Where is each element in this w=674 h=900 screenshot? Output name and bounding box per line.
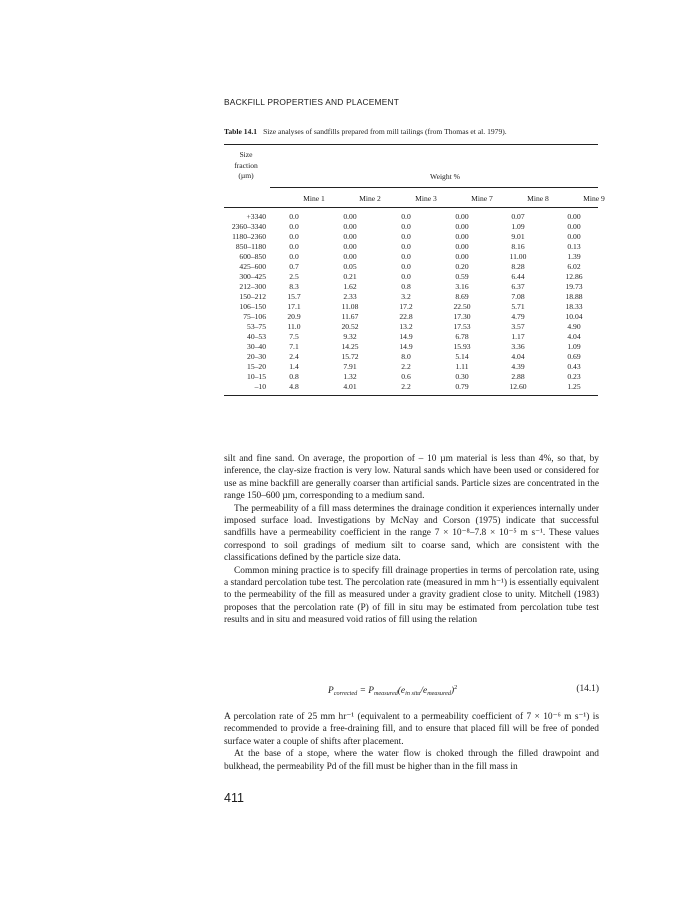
weight-cell: 0.0 (401, 252, 411, 261)
table-top-rule (224, 144, 598, 145)
weight-cell: 0.00 (455, 252, 469, 261)
weight-cell: 4.04 (511, 352, 525, 361)
weight-cell: 13.2 (399, 322, 413, 331)
table-row (224, 272, 602, 282)
weight-cell: 0.00 (567, 232, 581, 241)
paragraph: silt and fine sand. On average, the proportion of – 10 µm material is less than 4%, so that, by inference, the clay-size fraction is very low. Natural sands which have been used or considered for use as mine backfill are generally coarser than artificial sands. Particle sizes are concentrated in the range 150–600 µm, corresponding to a medium sand. (224, 454, 599, 502)
mine-header: Mine 7 (471, 194, 493, 203)
weight-cell: 0.30 (455, 372, 469, 381)
size-analysis-table (224, 212, 602, 392)
weight-cell: 0.8 (289, 372, 299, 381)
size-fraction-cell: +3340 (246, 212, 266, 221)
weight-cell: 12.60 (509, 382, 527, 391)
weight-cell: 0.69 (567, 352, 581, 361)
table-caption-text: Size analyses of sandfills prepared from mill tailings (from Thomas et al. 1979). (263, 127, 507, 136)
weight-cell: 7.1 (289, 342, 299, 351)
weight-cell: 0.07 (511, 212, 525, 221)
weight-cell: 0.0 (289, 232, 299, 241)
weight-cell: 4.90 (567, 322, 581, 331)
weight-cell: 0.43 (567, 362, 581, 371)
table-header-rule (224, 207, 598, 208)
paragraph: Common mining practice is to specify fill drainage properties in terms of percolation rate, using a standard percolation tube test. The percolation rate (measured in mm h⁻¹) is essentially equivalent to the permeability of the fill as measured under a gravity gradient close to unity. Mitchell (1983) proposes that the percolation rate (P) of fill in situ may be estimated from percolation tube test results and in situ and measured void ratios of fill using the relation (224, 565, 599, 626)
size-fraction-cell: 10–15 (247, 372, 266, 381)
weight-cell: 7.08 (511, 292, 525, 301)
weight-cell: 8.16 (511, 242, 525, 251)
weight-cell: 9.01 (511, 232, 525, 241)
weight-cell: 0.0 (289, 252, 299, 261)
weight-cell: 15.93 (453, 342, 471, 351)
weight-cell: 20.9 (287, 312, 301, 321)
weight-cell: 12.86 (565, 272, 583, 281)
weight-cell: 1.62 (343, 282, 357, 291)
weight-cell: 2.2 (401, 382, 411, 391)
weight-cell: 0.00 (343, 232, 357, 241)
weight-cell: 0.8 (401, 282, 411, 291)
weight-cell: 3.36 (511, 342, 525, 351)
weight-cell: 4.8 (289, 382, 299, 391)
table-row (224, 262, 602, 272)
weight-cell: 18.33 (565, 302, 583, 311)
table-row (224, 212, 602, 222)
size-fraction-cell: 150–212 (239, 292, 266, 301)
size-fraction-cell: 425–600 (239, 262, 266, 271)
weight-cell: 1.32 (343, 372, 357, 381)
table-row (224, 312, 602, 322)
weight-percent-header: Weight % (430, 172, 460, 181)
weight-cell: 0.05 (343, 262, 357, 271)
table-row (224, 232, 602, 242)
weight-cell: 9.32 (343, 332, 357, 341)
weight-cell: 0.0 (289, 242, 299, 251)
table-row (224, 352, 602, 362)
weight-cell: 7.91 (343, 362, 357, 371)
weight-cell: 0.23 (567, 372, 581, 381)
weight-cell: 14.9 (399, 332, 413, 341)
weight-cell: 0.00 (567, 212, 581, 221)
weight-cell: 2.4 (289, 352, 299, 361)
weight-cell: 4.04 (567, 332, 581, 341)
table-row (224, 302, 602, 312)
weight-cell: 14.9 (399, 342, 413, 351)
weight-cell: 1.4 (289, 362, 299, 371)
weight-cell: 6.37 (511, 282, 525, 291)
mine-header: Mine 1 (303, 194, 325, 203)
size-header-line: (µm) (238, 171, 254, 180)
weight-cell: 17.1 (287, 302, 301, 311)
weight-cell: 4.79 (511, 312, 525, 321)
size-fraction-cell: 600–850 (239, 252, 266, 261)
running-head: BACKFILL PROPERTIES AND PLACEMENT (224, 97, 400, 107)
weight-cell: 11.67 (341, 312, 359, 321)
weight-cell: 11.08 (341, 302, 359, 311)
weight-cell: 17.53 (453, 322, 471, 331)
mine-header: Mine 9 (583, 194, 605, 203)
table-row (224, 342, 602, 352)
table-row (224, 242, 602, 252)
weight-cell: 0.00 (455, 232, 469, 241)
size-fraction-cell: 212–300 (239, 282, 266, 291)
size-fraction-cell: 53–75 (247, 322, 266, 331)
weight-cell: 0.0 (401, 262, 411, 271)
weight-cell: 0.00 (343, 252, 357, 261)
table-row (224, 252, 602, 262)
table-row (224, 362, 602, 372)
weight-cell: 20.52 (341, 322, 359, 331)
size-fraction-cell: 20–30 (247, 352, 266, 361)
weight-cell: 1.09 (567, 342, 581, 351)
weight-cell: 11.00 (509, 252, 527, 261)
weight-cell: 0.0 (401, 212, 411, 221)
weight-cell: 17.30 (453, 312, 471, 321)
size-fraction-cell: 15–20 (247, 362, 266, 371)
weight-cell: 0.00 (455, 212, 469, 221)
equation-14-1 (224, 684, 599, 698)
equation-expression: $P_{corrected} = P_{measured}(e_{in situ}/e_{measured})^2$ (328, 684, 458, 697)
mine-header: Mine 8 (527, 194, 549, 203)
table-label: Table 14.1 (224, 127, 258, 136)
equation-number: (14.1) (576, 684, 599, 694)
weight-cell: 2.33 (343, 292, 357, 301)
weight-cell: 22.8 (399, 312, 413, 321)
weight-cell: 15.72 (341, 352, 359, 361)
weight-cell: 0.0 (289, 222, 299, 231)
weight-cell: 0.0 (401, 242, 411, 251)
weight-cell: 5.14 (455, 352, 469, 361)
mine-header: Mine 2 (359, 194, 381, 203)
weight-cell: 1.09 (511, 222, 525, 231)
weight-cell: 7.5 (289, 332, 299, 341)
weight-cell: 3.57 (511, 322, 525, 331)
table-row (224, 322, 602, 332)
weight-cell: 6.78 (455, 332, 469, 341)
size-header-line: fraction (234, 160, 258, 170)
weight-cell: 17.2 (399, 302, 413, 311)
weight-cell: 0.13 (567, 242, 581, 251)
weight-cell: 8.0 (401, 352, 411, 361)
size-fraction-cell: 850–1180 (235, 242, 266, 251)
size-fraction-cell: 106–150 (239, 302, 266, 311)
table-row (224, 292, 602, 302)
weight-cell: 6.44 (511, 272, 525, 281)
weight-cell: 2.2 (401, 362, 411, 371)
table-caption (224, 127, 507, 136)
weight-cell: 6.02 (567, 262, 581, 271)
weight-cell: 1.25 (567, 382, 581, 391)
weight-cell: 0.00 (343, 222, 357, 231)
size-fraction-cell: 40–53 (247, 332, 266, 341)
weight-cell: 0.0 (289, 212, 299, 221)
weight-cell: 1.11 (455, 362, 469, 371)
table-row (224, 382, 602, 392)
weight-cell: 0.00 (455, 242, 469, 251)
weight-cell: 11.0 (287, 322, 301, 331)
paragraph: A percolation rate of 25 mm hr⁻¹ (equivalent to a permeability coefficient of 7 × 10⁻⁶ m s⁻¹) is recommended to provide a free-draining fill, and to ensure that placed fill will be free of ponded surface water a couple of shifts after placement. (224, 712, 599, 747)
weight-cell: 3.2 (401, 292, 411, 301)
weight-cell: 0.00 (343, 242, 357, 251)
paragraph: The permeability of a fill mass determines the drainage condition it experiences internally under imposed surface load. Investigations by McNay and Corson (1975) indicate that successful sandfills have a permeability coefficient in the range 7 × 10⁻⁸–7.8 × 10⁻⁵ m s⁻¹. These values correspond to soil gradings of medium silt to coarse sand, which are consistent with the classifications defined by the particle size data. (224, 503, 599, 564)
mine-header: Mine 3 (415, 194, 437, 203)
table-row (224, 282, 602, 292)
weight-cell: 0.6 (401, 372, 411, 381)
weight-cell: 3.16 (455, 282, 469, 291)
table-row (224, 332, 602, 342)
body-text-block (224, 453, 599, 627)
weight-cell: 15.7 (287, 292, 301, 301)
weight-cell: 8.28 (511, 262, 525, 271)
size-fraction-cell: 30–40 (247, 342, 266, 351)
weight-cell: 8.3 (289, 282, 299, 291)
weight-cell: 0.0 (401, 222, 411, 231)
weight-cell: 4.01 (343, 382, 357, 391)
weight-cell: 18.88 (565, 292, 583, 301)
weight-cell: 1.17 (511, 332, 525, 341)
weight-cell: 0.7 (289, 262, 299, 271)
size-fraction-cell: 300–425 (239, 272, 266, 281)
weight-cell: 0.21 (343, 272, 357, 281)
table-bottom-rule (224, 395, 598, 396)
weight-cell: 0.00 (343, 212, 357, 221)
weight-cell: 8.69 (455, 292, 469, 301)
weight-cell: 0.00 (455, 222, 469, 231)
size-fraction-cell: 2360–3340 (231, 222, 266, 231)
weight-cell: 2.5 (289, 272, 299, 281)
size-fraction-cell: 75–106 (243, 312, 266, 321)
body-text-block-2 (224, 711, 599, 773)
size-fraction-cell: –10 (254, 382, 266, 391)
weight-cell: 0.00 (567, 222, 581, 231)
weight-cell: 10.04 (565, 312, 583, 321)
size-fraction-cell: 1180–2360 (232, 232, 266, 241)
paragraph: At the base of a stope, where the water flow is choked through the filled drawpoint and bulkhead, the permeability Pd of the fill must be higher than in the fill mass in (224, 749, 599, 772)
weight-cell: 0.20 (455, 262, 469, 271)
table-row (224, 372, 602, 382)
weight-cell: 2.88 (511, 372, 525, 381)
table-body (224, 212, 602, 392)
weight-cell: 5.71 (511, 302, 525, 311)
page-number: 411 (224, 791, 244, 805)
table-row (224, 222, 602, 232)
size-fraction-header (224, 150, 268, 182)
weight-cell: 22.50 (453, 302, 471, 311)
weight-cell: 1.39 (567, 252, 581, 261)
weight-cell: 0.0 (401, 232, 411, 241)
weight-cell: 0.0 (401, 272, 411, 281)
weight-cell: 4.39 (511, 362, 525, 371)
weight-cell: 14.25 (341, 342, 359, 351)
weight-cell: 0.79 (455, 382, 469, 391)
weight-cell: 0.59 (455, 272, 469, 281)
size-header-line: Size (239, 150, 253, 159)
weight-header-rule (270, 187, 598, 188)
weight-cell: 19.73 (565, 282, 583, 291)
